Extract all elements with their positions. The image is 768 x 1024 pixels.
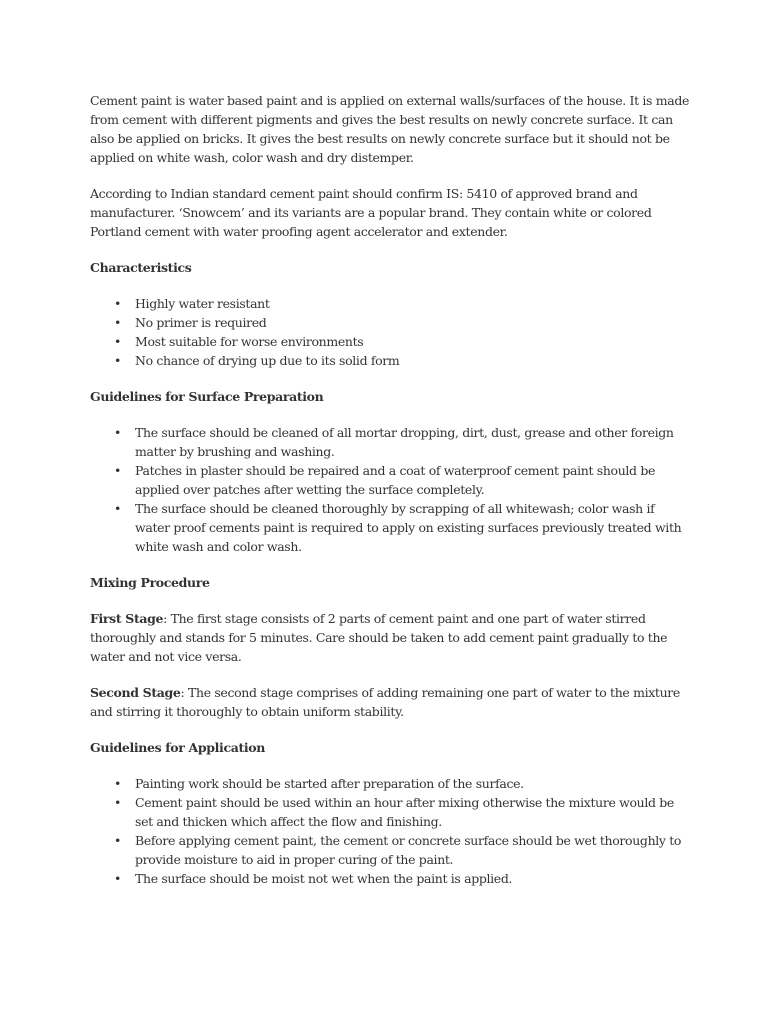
list-item: • Painting work should be started after preparation of the surface. xyxy=(114,776,524,791)
bullet-icon: • xyxy=(114,776,122,791)
bullet-icon: • xyxy=(114,833,122,848)
surface-prep-heading: Guidelines for Surface Preparation xyxy=(90,389,324,404)
application-list xyxy=(90,774,690,888)
bullet-icon: • xyxy=(114,795,122,810)
bullet-icon: • xyxy=(114,315,122,330)
second-stage-paragraph xyxy=(90,683,690,721)
second-stage-text: : The second stage comprises of adding remaining one part of water to the mixture and stirring it thoroughly to obtain uniform stability. xyxy=(90,685,680,719)
list-item: • Most suitable for worse environments xyxy=(114,334,364,349)
bullet-icon: • xyxy=(114,463,122,478)
mixing-heading: Mixing Procedure xyxy=(90,575,210,590)
characteristics-heading: Characteristics xyxy=(90,260,192,275)
intro-paragraph-2: According to Indian standard cement paint should confirm IS: 5410 of approved brand and manufacturer. ‘Snowcem’ and its variants are a popular brand. They contain white or colored Portland cement with water proofing agent accelerator and extender. xyxy=(90,186,652,239)
bullet-icon: • xyxy=(114,871,122,886)
bullet-icon: • xyxy=(114,501,122,516)
second-stage-label: Second Stage xyxy=(90,685,181,700)
bullet-icon: • xyxy=(114,353,122,368)
document-page xyxy=(90,91,690,905)
application-heading: Guidelines for Application xyxy=(90,740,266,755)
list-item: • The surface should be cleaned of all mortar dropping, dirt, dust, grease and other foreign matter by brushing and washing. xyxy=(114,425,674,459)
list-item: • No chance of drying up due to its solid form xyxy=(114,353,400,368)
bullet-icon: • xyxy=(114,334,122,349)
list-item: • The surface should be cleaned thoroughly by scrapping of all whitewash; color wash if water proof cements paint is required to apply on existing surfaces previously treated with white wash and color wash. xyxy=(114,501,682,554)
list-item: • Cement paint should be used within an hour after mixing otherwise the mixture would be set and thicken which affect the flow and finishing. xyxy=(114,795,674,829)
characteristics-list xyxy=(90,294,690,370)
first-stage-text: : The first stage consists of 2 parts of cement paint and one part of water stirred thoroughly and stands for 5 minutes. Care should be taken to add cement paint gradually to the water and not vice versa. xyxy=(90,611,668,664)
list-item: • Highly water resistant xyxy=(114,296,270,311)
first-stage-label: First Stage xyxy=(90,611,164,626)
bullet-icon: • xyxy=(114,425,122,440)
list-item: • No primer is required xyxy=(114,315,267,330)
bullet-icon: • xyxy=(114,296,122,311)
surface-prep-list xyxy=(90,423,690,556)
list-item: • The surface should be moist not wet when the paint is applied. xyxy=(114,871,513,886)
intro-paragraph-1: Cement paint is water based paint and is applied on external walls/surfaces of the house. It is made from cement with different pigments and gives the best results on newly concrete surface. It can also be applied on bricks. It gives the best results on newly concrete surface but it should not be applied on white wash, color wash and dry distemper. xyxy=(90,93,690,165)
list-item: • Patches in plaster should be repaired and a coat of waterproof cement paint should be applied over patches after wetting the surface completely. xyxy=(114,463,656,497)
list-item: • Before applying cement paint, the cement or concrete surface should be wet thoroughly to provide moisture to aid in proper curing of the paint. xyxy=(114,833,682,867)
first-stage-paragraph xyxy=(90,609,690,666)
